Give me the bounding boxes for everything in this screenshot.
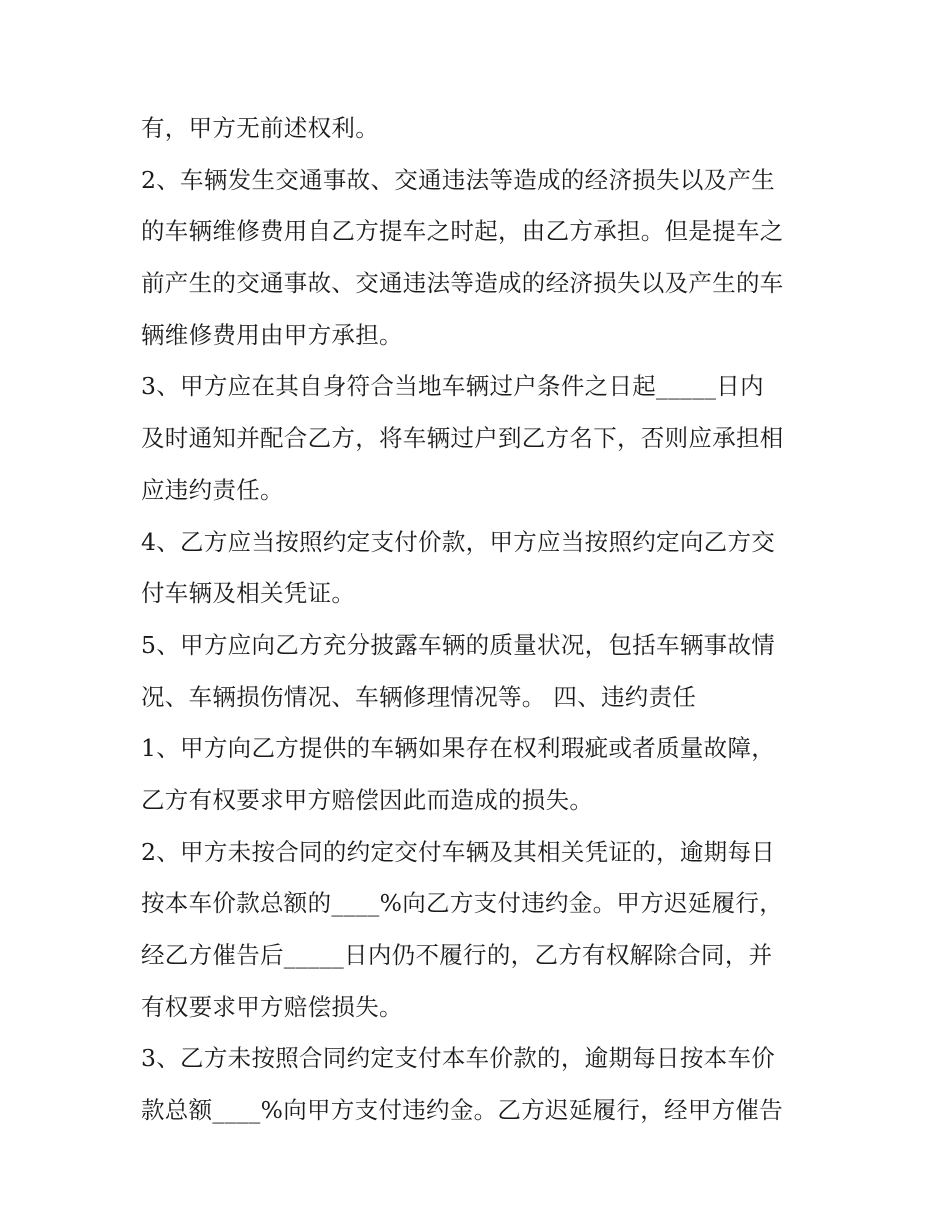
text-line: 辆维修费用由甲方承担。 <box>141 320 403 349</box>
text-line: 付车辆及相关凭证。 <box>141 579 356 608</box>
text-line: 2、甲方未按合同的约定交付车辆及其相关凭证的，逾期每日 <box>141 837 776 866</box>
text-line: 4、乙方应当按照约定支付价款，甲方应当按照约定向乙方交 <box>141 527 776 556</box>
text-line: 2、车辆发生交通事故、交通违法等造成的经济损失以及产生 <box>141 165 776 194</box>
text-line: 5、甲方应向乙方充分披露车辆的质量状况，包括车辆事故情 <box>141 630 776 659</box>
text-line: 经乙方催告后_____日内仍不履行的，乙方有权解除合同，并 <box>141 941 773 969</box>
text-line: 前产生的交通事故、交通违法等造成的经济损失以及产生的车 <box>141 269 784 298</box>
text-line: 3、甲方应在其自身符合当地车辆过户条件之日起_____日内 <box>141 372 764 401</box>
text-line: 按本车价款总额的____%向乙方支付违约金。甲方迟延履行， <box>141 889 784 918</box>
text-line: 有权要求甲方赔偿损失。 <box>141 992 403 1021</box>
text-line: 的车辆维修费用自乙方提车之时起，由乙方承担。但是提车之 <box>141 217 784 246</box>
text-line: 及时通知并配合乙方，将车辆过户到乙方名下，否则应承担相 <box>141 424 784 453</box>
text-line: 1、甲方向乙方提供的车辆如果存在权利瑕疵或者质量故障， <box>141 734 776 763</box>
text-line: 有，甲方无前述权利。 <box>141 114 379 142</box>
text-line: 乙方有权要求甲方赔偿因此而造成的损失。 <box>141 785 594 814</box>
document-body <box>141 103 821 1137</box>
text-line: 款总额____%向甲方支付违约金。乙方迟延履行，经甲方催告 <box>141 1096 784 1125</box>
text-line: 况、车辆损伤情况、车辆修理情况等。 四、违约责任 <box>141 682 697 711</box>
text-line: 应违约责任。 <box>141 475 284 504</box>
text-line: 3、乙方未按照合同约定支付本车价款的，逾期每日按本车价 <box>141 1044 776 1073</box>
